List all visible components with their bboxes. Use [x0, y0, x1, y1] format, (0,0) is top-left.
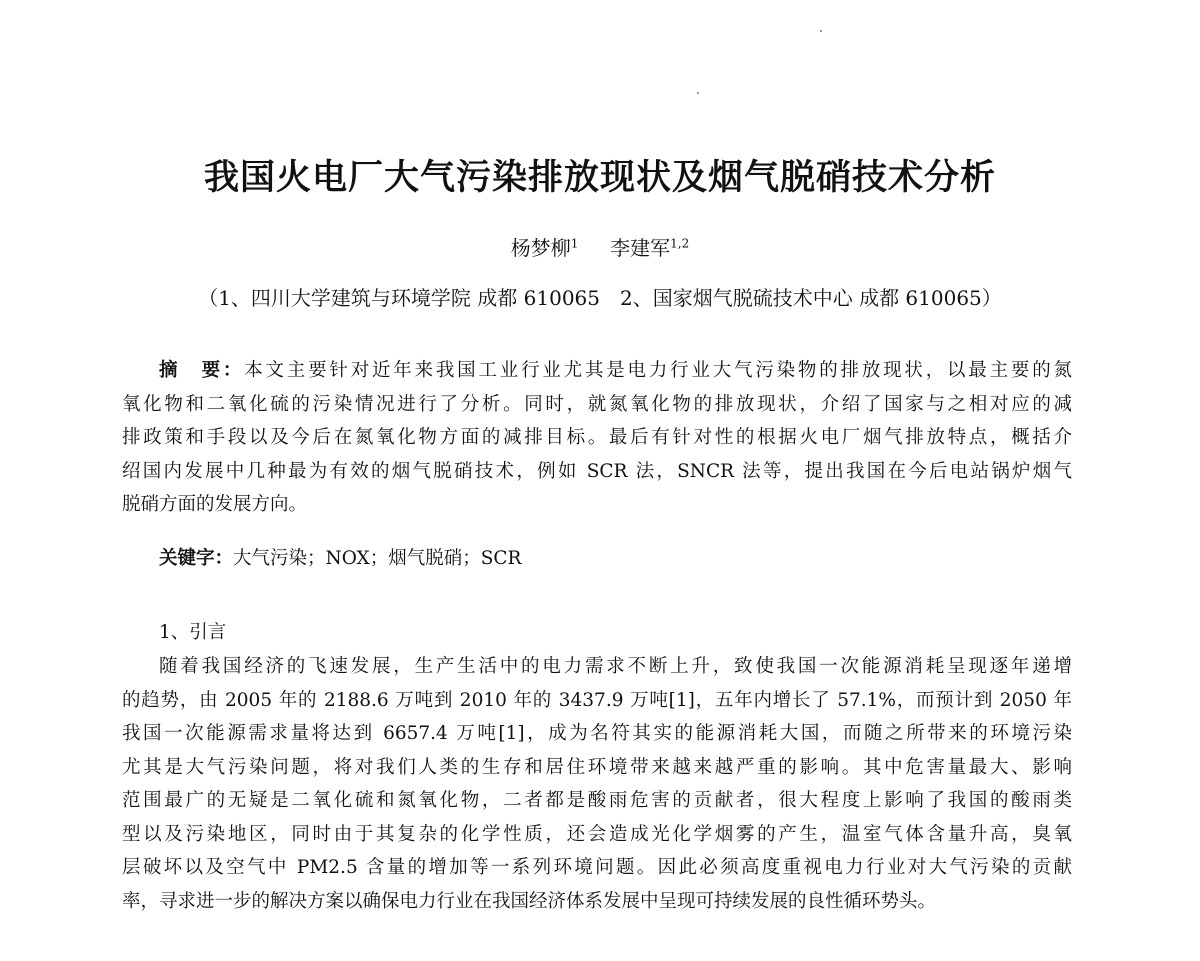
- body-line: 随着我国经济的飞速发展，生产生活中的电力需求不断上升，致使我国一次能源消耗呈现逐年递增: [159, 656, 1072, 677]
- author-affiliation-mark: 1: [570, 236, 579, 251]
- body-line: 型以及污染地区，同时由于其复杂的化学性质，还会造成光化学烟雾的产生，温室气体含量升高，臭氧: [122, 823, 1072, 845]
- paper-title: 我国火电厂大气污染排放现状及烟气脱硝技术分析: [203, 157, 996, 198]
- body-line: 层破坏以及空气中 PM2.5 含量的增加等一系列环境问题。因此必须高度重视电力行业对大气污染的贡献: [122, 857, 1072, 878]
- section-heading: 1、引言: [159, 622, 227, 643]
- abstract-line: 脱硝方面的发展方向。: [122, 494, 308, 515]
- keywords-label: 关键字：: [159, 548, 234, 569]
- abstract-line: 排政策和手段以及今后在氮氧化物方面的减排目标。最后有针对性的根据火电厂烟气排放特点，概括介: [122, 427, 1072, 448]
- abstract-line: 绍国内发展中几种最为有效的烟气脱硝技术，例如 SCR 法，SNCR 法等，提出我国在今后电站锅炉烟气: [122, 460, 1072, 482]
- author-name: 杨梦柳: [510, 236, 571, 260]
- abstract: [122, 354, 1072, 522]
- affiliations: （1、四川大学建筑与环境学院 成都 610065 2、国家烟气脱硫技术中心 成都 610065）: [198, 286, 1002, 310]
- body-line: 率，寻求进一步的解决方案以确保电力行业在我国经济体系发展中呈现可持续发展的良性循环势头。: [122, 890, 937, 912]
- abstract-text: 本文主要针对近年来我国工业行业尤其是电力行业大气污染物的排放现状，以最主要的氮: [244, 360, 1072, 381]
- scan-speck: [697, 92, 699, 94]
- body-line: 的趋势，由 2005 年的 2188.6 万吨到 2010 年的 3437.9 万吨[1]，五年内增长了 57.1%，而预计到 2050 年: [122, 689, 1072, 711]
- abstract-line: 氧化物和二氧化硫的污染情况进行了分析。同时，就氮氧化物的排放现状，介绍了国家与之相对应的减: [122, 393, 1072, 415]
- keywords: [159, 544, 521, 570]
- abstract-line: [122, 354, 1072, 388]
- section-body: [122, 650, 1072, 918]
- body-line: 尤其是大气污染问题，将对我们人类的生存和居住环境带来越来越严重的影响。其中危害量最大、影响: [122, 756, 1072, 778]
- author-affiliation-mark: 1,2: [670, 236, 690, 251]
- keywords-text: 大气污染；NOX；烟气脱硝；SCR: [233, 548, 522, 569]
- abstract-label: 摘 要：: [159, 360, 245, 381]
- author-list: [0, 232, 1200, 261]
- scan-speck: [820, 30, 822, 32]
- author-name: 李建军: [610, 236, 671, 260]
- body-line: 我国一次能源需求量将达到 6657.4 万吨[1]，成为名符其实的能源消耗大国，而随之所带来的环境污染: [122, 723, 1072, 744]
- body-line: 范围最广的无疑是二氧化硫和氮氧化物，二者都是酸雨危害的贡献者，很大程度上影响了我国的酸雨类: [122, 790, 1072, 811]
